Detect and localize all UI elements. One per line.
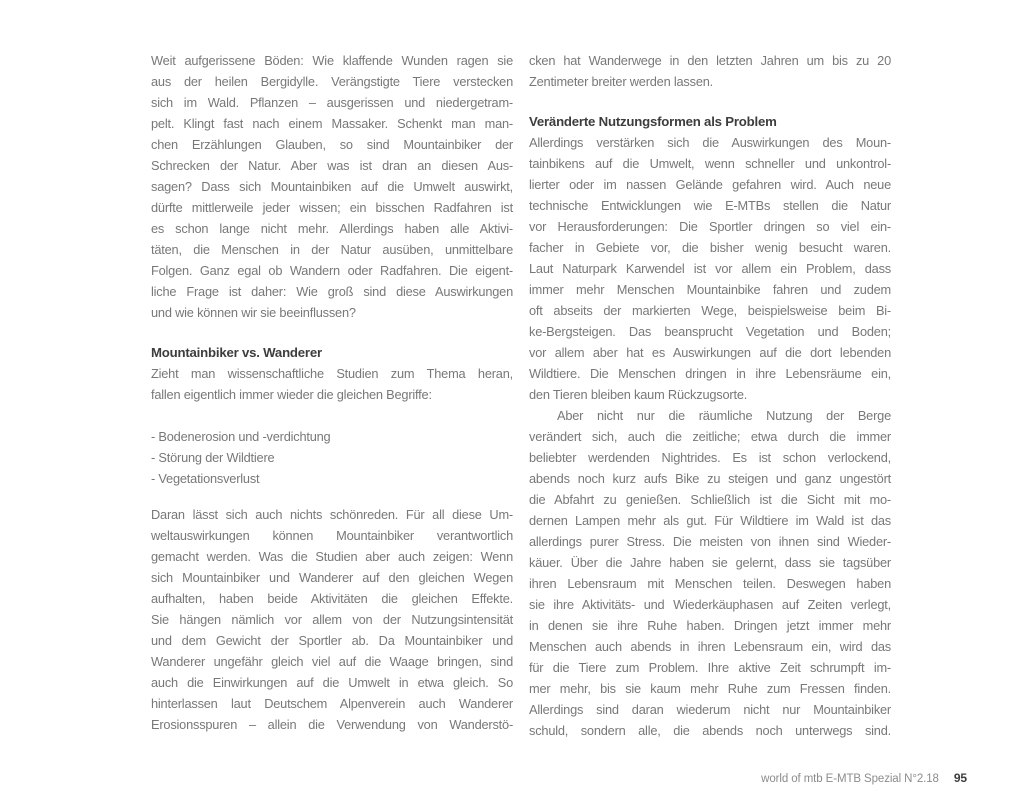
- text-line: Zentimeter breiter werden lassen.: [529, 74, 714, 89]
- text-line: technische Entwicklungen wie E-MTBs stellen die Natur: [529, 198, 891, 213]
- paragraph: [151, 50, 513, 323]
- text-line: abends noch kurz aufs Bike zu steigen und ganz ungestört: [529, 471, 891, 486]
- paragraph: [151, 504, 513, 735]
- text-line: Zieht man wissenschaftliche Studien zum Thema heran,: [151, 366, 513, 381]
- text-line: den Tieren bleiben kaum Rückzugsorte.: [529, 387, 748, 402]
- text-line: verändert sich, auch die zeitliche; etwa durch die immer: [529, 429, 891, 444]
- article-column-right: [529, 50, 891, 741]
- text-line: Allerdings verstärken sich die Auswirkungen des Moun-: [529, 135, 891, 150]
- text-line: fallen eigentlich immer wieder die gleichen Begriffe:: [151, 387, 432, 402]
- text-line: Schrecken der Natur. Aber was ist dran an diesen Aus-: [151, 158, 513, 173]
- paragraph: [529, 50, 891, 92]
- text-line: Erosionsspuren – allein die Verwendung von Wanderstö-: [151, 717, 513, 732]
- text-line: auch die Einwirkungen auf die Umwelt in etwa gleich. So: [151, 675, 513, 690]
- text-line: sich Mountainbiker und Wanderer auf den gleichen Wegen: [151, 570, 513, 585]
- text-line: Allerdings sind daran wiederum nicht nur Mountainbiker: [529, 702, 891, 717]
- text-line: beliebter werdenden Nightrides. Es ist schon verlockend,: [529, 450, 891, 465]
- text-line: und dem Gewicht der Sportler ab. Da Mountainbiker und: [151, 633, 513, 648]
- text-line: für die Tiere zum Problem. Ihre aktive Zeit schrumpft im-: [529, 660, 891, 675]
- text-line: Laut Naturpark Karwendel ist vor allem ein Problem, dass: [529, 261, 891, 276]
- text-line: vor allem aber hat es Auswirkungen auf die dort lebenden: [529, 345, 891, 360]
- text-line: sagen? Dass sich Mountainbiken auf die Umwelt auswirkt,: [151, 179, 513, 194]
- text-line: dürfte mittlerweile jeder wissen; ein bisschen Radfahren ist: [151, 200, 513, 215]
- text-line: allerdings purer Stress. Die meisten von ihnen sind Wieder-: [529, 534, 891, 549]
- page-footer: [761, 771, 967, 785]
- page-number: 95: [953, 771, 967, 785]
- text-line: Menschen auch abends in ihren Lebensraum ein, wird das: [529, 639, 891, 654]
- text-line: Sie hängen nämlich vor allem von der Nutzungsintensität: [151, 612, 513, 627]
- text-line: käuer. Über die Jahre haben sie gelernt, dass sie tagsüber: [529, 555, 891, 570]
- section-heading: Mountainbiker vs. Wanderer: [151, 345, 322, 360]
- text-line: aus der heilen Bergidylle. Verängstigte Tiere verstecken: [151, 74, 513, 89]
- text-line: aufhalten, haben beide Aktivitäten die gleichen Effekte.: [151, 591, 513, 606]
- text-line: lierter oder im nassen Gelände gefahren wird. Auch neue: [529, 177, 891, 192]
- text-line: sich im Wald. Pflanzen – ausgerissen und niedergetram-: [151, 95, 513, 110]
- magazine-title: world of mtb E-MTB Spezial N°2.18: [761, 773, 939, 785]
- text-line: pelt. Klingt fast nach einem Massaker. Schenkt man man-: [151, 116, 513, 131]
- text-line: Aber nicht nur die räumliche Nutzung der Berge: [557, 408, 891, 423]
- text-line: sie ihre Aktivitäts- und Wiederkäuphasen auf Zeiten verlegt,: [529, 597, 891, 612]
- paragraph: [151, 363, 513, 405]
- section-heading: Veränderte Nutzungsformen als Problem: [529, 114, 777, 129]
- text-line: mer mehr, bis sie kaum mehr Ruhe zum Fressen finden.: [529, 681, 891, 696]
- text-line: täten, die Menschen in der Natur ausüben, unmittelbare: [151, 242, 513, 257]
- text-line: und wie können wir sie beeinflussen?: [151, 305, 356, 320]
- article-column-left: [151, 50, 513, 735]
- text-line: Wanderer ungefähr gleich viel auf die Waage bringen, sind: [151, 654, 513, 669]
- text-line: tainbikens auf die Umwelt, wenn schneller und unkontrol-: [529, 156, 891, 171]
- text-line: in denen sie ihre Ruhe haben. Dringen jetzt immer mehr: [529, 618, 891, 633]
- text-line: schuld, sondern alle, die abends noch unterwegs sind.: [529, 723, 891, 738]
- list-item: - Störung der Wildtiere: [151, 450, 275, 465]
- text-line: es schon lange nicht mehr. Allerdings haben alle Aktivi-: [151, 221, 513, 236]
- text-line: immer mehr Menschen Mountainbike fahren und zudem: [529, 282, 891, 297]
- bullet-list: [151, 426, 513, 489]
- text-line: dernen Lampen mehr als gut. Für Wildtiere im Wald ist das: [529, 513, 891, 528]
- paragraph: [529, 405, 891, 741]
- paragraph: [529, 132, 891, 405]
- text-line: Folgen. Ganz egal ob Wandern oder Radfahren. Die eigent-: [151, 263, 513, 278]
- text-line: ihren Lebensraum mit Menschen teilen. Deswegen haben: [529, 576, 891, 591]
- text-line: vor Herausforderungen: Die Sportler dringen so viel ein-: [529, 219, 891, 234]
- text-line: Weit aufgerissene Böden: Wie klaffende Wunden ragen sie: [151, 53, 513, 68]
- text-line: hinterlassen laut Deutschem Alpenverein auch Wanderer: [151, 696, 513, 711]
- text-line: oft abseits der markierten Wege, beispielsweise beim Bi-: [529, 303, 891, 318]
- text-line: cken hat Wanderwege in den letzten Jahren um bis zu 20: [529, 53, 891, 68]
- text-line: Daran lässt sich auch nichts schönreden. Für all diese Um-: [151, 507, 513, 522]
- list-item: - Bodenerosion und -verdichtung: [151, 429, 331, 444]
- text-line: weltauswirkungen können Mountainbiker verantwortlich: [151, 528, 513, 543]
- text-line: Wildtiere. Die Menschen dringen in ihre Lebensräume ein,: [529, 366, 891, 381]
- list-item: - Vegetationsverlust: [151, 471, 260, 486]
- text-line: gemacht werden. Was die Studien aber auch zeigen: Wenn: [151, 549, 513, 564]
- text-line: chen Erzählungen Glauben, so sind Mountainbiker der: [151, 137, 513, 152]
- text-line: die Abfahrt zu genießen. Schließlich ist die Sicht mit mo-: [529, 492, 891, 507]
- text-line: facher in Gebiete vor, die bisher wenig besucht waren.: [529, 240, 891, 255]
- text-line: liche Frage ist daher: Wie groß sind diese Auswirkungen: [151, 284, 513, 299]
- text-line: ke-Bergsteigen. Das beansprucht Vegetation und Boden;: [529, 324, 891, 339]
